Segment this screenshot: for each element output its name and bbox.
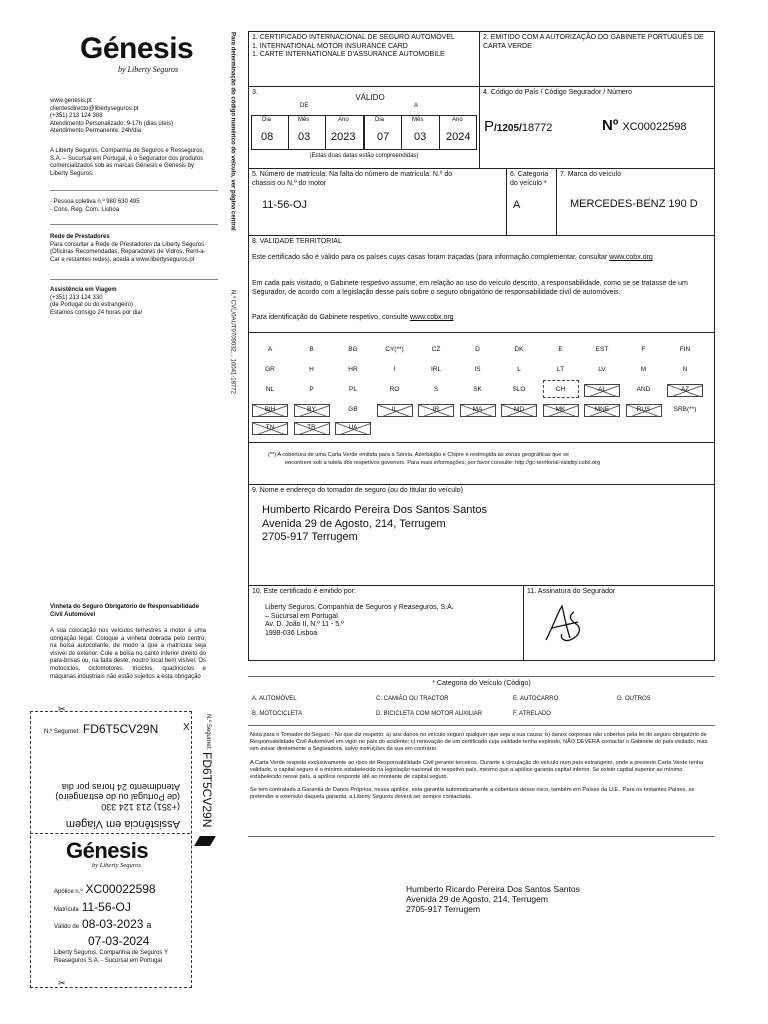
segurnet-row — [44, 722, 158, 737]
network-title: Rede de Prestadores — [50, 234, 110, 240]
holder-city: 2705-917 Terrugem — [262, 531, 358, 543]
country-code: N — [682, 366, 688, 373]
box7-label: 7. Marca do veículo — [560, 171, 622, 178]
signature-image — [540, 602, 585, 647]
issuer-block — [265, 604, 500, 638]
number-label: Nº — [602, 117, 619, 134]
country-code: IS — [474, 366, 481, 373]
country-code: EST — [595, 346, 609, 353]
mailing-name: Humberto Ricardo Pereira Dos Santos Santos — [406, 884, 580, 894]
country-code: CZ — [431, 346, 441, 353]
box4-number — [602, 117, 687, 134]
network-block — [50, 234, 210, 264]
box4-code — [484, 118, 552, 135]
policy-number: XC00022598 — [85, 882, 156, 896]
country-code: M — [640, 366, 647, 373]
country-code: L — [517, 366, 521, 373]
segurnet-label: N.º Segurnet: — [204, 714, 211, 750]
holder-name: Humberto Ricardo Pereira Dos Santos Santos — [262, 504, 487, 516]
box8-footnote — [268, 452, 708, 467]
box1-line: 1. INTERNATIONAL MOTOR INSURANCE CARD — [252, 42, 408, 50]
divider — [506, 168, 507, 235]
divider — [556, 168, 557, 235]
country-code: GB — [348, 406, 358, 413]
plate-label: Matrícula — [54, 907, 79, 913]
divider — [50, 224, 218, 225]
segurnet-number: FD6T5CV29N — [200, 751, 214, 828]
valid-label: Válido de — [54, 924, 80, 930]
country-code: TN — [265, 424, 275, 431]
country-prefix: P — [484, 118, 495, 135]
country-code: UA — [348, 424, 358, 431]
assistance-block — [50, 287, 210, 317]
assistance-line: (de Portugal ou do estrangeiro) — [50, 302, 134, 309]
box11-label: 11. Assinatura do Segurador — [527, 588, 616, 595]
country-code: AZ — [680, 386, 690, 393]
country-code: D — [475, 346, 480, 353]
country-code: PL — [349, 386, 357, 393]
box3-note: (Estas duas datas estão compreendidas) — [309, 153, 419, 159]
category-value: A — [513, 199, 521, 211]
valid-to-month: 03 — [414, 131, 427, 143]
divider — [248, 442, 715, 443]
code-line: N.º CVL/0AUT0709032... 10041-18772 — [229, 290, 236, 394]
category-item: A. AUTOMÓVEL — [252, 696, 297, 702]
date-header: Dia — [262, 117, 272, 123]
note-paragraph: Nota para o Tomador do Seguro - No que diz respeito: a) aos danos no veículo seguro qualquer que seja a sua causa; b) danos corporais não cobertos pela lei do seguro obrigatório de Responsabilidade Civil Automóvel em vigor no país do acidente; c) renovação de um certificado cuja validade tenha expirado, NÃO DEVERÁ contactar o Gabinete do país visitado, mas sim avisar diretamente a Seguradora, salvo instruções da sua em contrário. — [250, 732, 708, 753]
box5-label: 5. Número de matrícula: Na falta do número de matrícula: N.º do chassis ou N.º do motor — [252, 171, 453, 187]
country-code: IL — [391, 406, 398, 413]
country-code: HR — [348, 366, 358, 373]
valid-from: 08-03-2023 — [82, 917, 144, 931]
flipped-title: Assistência em Viagem — [65, 818, 180, 830]
valid-from-day: 08 — [261, 131, 274, 143]
insurer-code: 18772 — [521, 122, 553, 134]
country-code: RO — [389, 386, 400, 393]
divider — [479, 31, 480, 168]
assistance-line: (+351) 213 124 330 — [50, 294, 103, 301]
valid-to: 07-03-2024 — [88, 934, 150, 948]
box3-label: 3. — [252, 89, 258, 96]
mailing-city: 2705-917 Terrugem — [406, 904, 481, 914]
box8-p1 — [252, 254, 707, 263]
contact-line[interactable]: www.genesis.pt — [50, 98, 92, 104]
country-code: SK — [473, 386, 482, 393]
category-item: B. MOTOCICLETA — [252, 711, 303, 717]
country-code: SLO — [512, 386, 526, 393]
country-code: S — [433, 386, 439, 393]
issuer-line: – Sucursal em Portugal — [265, 612, 338, 620]
cobx-link[interactable]: www.cobx.org — [410, 314, 454, 321]
divider — [248, 168, 715, 169]
country-code: I — [393, 366, 396, 373]
box1-line: 1. CERTIFICADO INTERNACIONAL DE SEGURO AUTOMÓVEL — [252, 34, 455, 41]
country-code: NL — [265, 386, 275, 393]
box8-p2: Em cada país visitado, o Gabinete respetivo assume, em relação ao uso do veículo descrito, a responsabilidade, como se se tratasse de um Segurador, de acordo com a legislação desse país sobre o seguro obrigatório de responsabilidade civil de automóveis. — [252, 280, 688, 296]
scissor-icon: ✂ — [58, 704, 66, 714]
contact-line: Atendimento Personalizado: 9-17h (dias úteis) — [50, 120, 174, 127]
country-code: LT — [556, 366, 565, 373]
date-header: Mês — [412, 117, 424, 123]
policy-row — [54, 882, 156, 897]
contact-block — [50, 98, 210, 136]
plate-number: 11-56-OJ — [81, 900, 131, 914]
contact-line[interactable]: clientesdirecto@libertyseguros.pt — [50, 105, 139, 112]
valid-to-day: 07 — [377, 131, 390, 143]
assistance-line: Estamos consigo 24 horas por dia! — [50, 309, 143, 316]
flipped-line: (+351) 213 124 330 — [101, 802, 180, 812]
country-code: MNE — [594, 406, 610, 413]
divider — [248, 86, 715, 87]
country-code: /1205/ — [494, 123, 522, 134]
box8-p1-text: Este certificado são é válido para os países cujas casas foram traçadas (para informação complementar, consultar — [252, 254, 608, 261]
plate-row — [54, 900, 131, 915]
vinheta-text: A sua colocação nos veículos terrestres a motor é uma obrigação legal. Coloque a vinheta dobrada pelo centro, na bolsa autocolante, de modo a que a matrícula seja visível do exterior. Cole a bolsa no canto inferior direito do para-brisas ou, na falta deste, noutro local bem visível. Os motociclos, ciclomotores, triciclos, quadriciclos e máquinas industriais não estão sujeitos a esta obrigação — [50, 628, 206, 680]
contact-line: Atendimento Permanente: 24h/dia — [50, 128, 142, 135]
country-code: B — [309, 346, 314, 353]
category-item: C. CAMIÃO OU TRACTOR — [376, 696, 449, 702]
country-code: F — [641, 346, 646, 353]
country-code: A — [267, 346, 273, 353]
footnote-line: encontrem sob a tutela dos respetivos governos. Para mais informações, por favor consulte: http://gc-territorial-validity.cobx.org — [285, 459, 601, 466]
valid-from-month: 03 — [298, 131, 311, 143]
legal-line: - Cons. Reg. Com. Lisboa — [50, 206, 120, 213]
country-code: BY — [307, 406, 316, 413]
box6-label: 6. Categoria do veículo * — [510, 171, 549, 187]
mailing-street: Avenida 29 de Agosto, 214, Terrugem — [406, 894, 548, 904]
category-item: D. BICICLETA COM MOTOR AUXILIAR — [376, 711, 483, 717]
issuer-line: Av. D. João II, N.º 11 - 5.º — [265, 621, 344, 628]
divider — [248, 235, 715, 236]
issuer-line: 1998-036 Lisboa — [265, 629, 318, 637]
brand-tagline: by Liberty Seguros — [118, 65, 179, 74]
policy-label: Apólice n.º — [54, 889, 83, 895]
divider — [50, 279, 218, 280]
cobx-link[interactable]: www.cobx.org — [609, 254, 653, 261]
box3-from: DE — [300, 103, 309, 109]
country-code: GR — [265, 366, 275, 373]
box8-p3-text: Para identificação do Gabinete respetivo, consulte — [252, 314, 409, 321]
sticker-logo: Génesis — [66, 838, 149, 863]
country-code: AND — [636, 386, 651, 393]
country-code: BG — [348, 346, 358, 353]
date-header: Mês — [298, 117, 310, 123]
box1-line: 1. CARTE INTERNATIONALE D'ASSURANCE AUTOMOBILE — [252, 51, 445, 58]
divider — [325, 115, 326, 150]
country-code: E — [558, 346, 563, 353]
divider — [248, 676, 715, 677]
legal-line: - Pessoa coletiva n.º 980 630 495 — [50, 199, 140, 205]
legal-block — [50, 199, 140, 214]
flipped-line: (de Portugal ou do estrangeiro) — [55, 792, 180, 802]
vinheta-title: Vinheta do Seguro Obrigatório de Responsabilidade Civil Automóvel — [50, 604, 199, 618]
sticker-tagline: by Liberty Seguros — [92, 862, 141, 869]
scissor-icon: ✂ — [58, 978, 66, 988]
divider — [248, 332, 715, 333]
box10-label: 10. Este certificado é emitido por: — [252, 588, 356, 595]
company-text: A Liberty Seguros, Companhia de Seguros e Resseguros, S.A. – Sucursal em Portugal, é o Segurador dos produtos comercializados sob as marcas Génesis e Génesis by Liberty Seguros. — [50, 148, 205, 177]
segurnet-vertical — [200, 714, 214, 827]
country-code: CH — [555, 386, 566, 393]
country-code: TR — [307, 424, 316, 431]
divider — [401, 115, 402, 150]
country-code: MA — [472, 406, 483, 413]
country-code: IRL — [430, 366, 442, 373]
country-code: LV — [598, 366, 606, 373]
box4-label: 4. Código do País / Código Segurador / Número — [483, 89, 633, 96]
box8-p3 — [252, 314, 707, 323]
footnote-line: (**) A cobertura de uma Carta Verde emitida para a Sérvia, Azerbaijão e Chipre é restringida às zonas geográficas que se — [268, 452, 569, 458]
country-code: RUS — [636, 406, 651, 413]
note-paragraph: Se tem contratada a Garantia de Danos Próprios, nessa apólice, esta garantia automaticamente a cobertura desse risco, também em Países da U.E.. Para os restantes Países, se pretender a extensão daquela garantia, a Liberty Seguros deverá ser sempre contactada. — [250, 787, 695, 801]
box2-text: 2. EMITIDO COM A AUTORIZAÇÃO DO GABINETE PORTUGUÊS DE CARTA VERDE — [483, 34, 704, 50]
notes-block — [250, 732, 712, 802]
note-paragraph: A Carta Verde respeita exclusivamente ao risco de Responsabilidade Civil perante terceiros. Durante a circulação do veículo num país estrangeiro, onde a presente Carta Verde tenha validade, o capital seguro é o mínimo estabelecido na legislação nacional do respetivo país, mesmo que a apólice garanta capital inferior. Se existir capital superior ao mínimo estabelecido nesse país, a apólice responde até ao montante de capital seguro. — [250, 759, 704, 781]
divider — [248, 484, 715, 485]
valid-to-year: 2024 — [446, 131, 471, 143]
country-code: IR — [432, 406, 440, 413]
divider — [523, 585, 524, 661]
country-code: P — [309, 386, 314, 393]
brand-logo: Génesis — [80, 32, 194, 65]
date-header: Ano — [338, 117, 349, 123]
country-code: FIN — [679, 346, 691, 353]
valid-row — [54, 917, 151, 932]
category-item: F. ATRELADO — [513, 711, 551, 717]
flipped-line: Atendimento 24 horas por dia — [61, 782, 180, 792]
country-code: CY(**) — [385, 346, 404, 353]
valid-from-year: 2023 — [331, 131, 356, 143]
holder-street: Avenida 29 de Agosto, 214, Terrugem — [262, 517, 446, 530]
divider — [439, 115, 440, 150]
valid-separator: a — [146, 920, 152, 930]
holder-address — [262, 504, 487, 545]
category-item: E. AUTOCARRO — [513, 696, 559, 702]
divider — [248, 585, 715, 586]
divider — [248, 725, 715, 726]
close-icon[interactable]: X — [183, 722, 190, 733]
sticker-fold — [30, 833, 190, 834]
box9-label: 9. Nome e endereço do tomador de seguro (ou do titular do veículo) — [252, 487, 463, 494]
flag-icon — [194, 836, 216, 846]
box8-title: 8. VALIDADE TERRITORIAL — [252, 238, 342, 245]
box3-valid: VÁLIDO — [355, 93, 385, 102]
issuer-line: Liberty Seguros, Companhia de Seguros y Reaseguros, S.A. — [265, 604, 454, 611]
date-header: Ano — [452, 117, 463, 123]
categories-title: * Categoria do Veículo (Código) — [432, 680, 531, 687]
country-code: MK — [555, 406, 566, 413]
plate-value: 11-56-OJ — [262, 199, 308, 211]
segurnet-number: FD6T5CV29N — [82, 722, 159, 736]
divider — [363, 115, 365, 150]
box1 — [252, 34, 474, 60]
contact-line: (+351) 213 124 388 — [50, 113, 103, 120]
country-code: MD — [513, 406, 525, 413]
date-header: Dia — [375, 117, 385, 123]
mailing-address — [406, 884, 580, 914]
divider — [288, 115, 289, 150]
brand-value: MERCEDES-BENZ 190 D — [570, 198, 698, 210]
country-code: AL — [598, 386, 606, 393]
certificate-number: XC00022598 — [622, 121, 687, 133]
network-text: Para consultar a Rede de Prestadores da Liberty Seguros (Oficinas Recomendadas, Reparadores de Vidros, Rent-a-Car e restantes redes), aceda a www.libertyseguros.pt — [50, 241, 206, 263]
box3-to: A — [414, 103, 419, 109]
divider — [50, 190, 218, 191]
country-code: BIH — [264, 406, 276, 413]
sticker-flipped — [40, 755, 180, 830]
country-code: H — [309, 366, 314, 373]
category-item: G. OUTROS — [617, 696, 651, 702]
segurnet-label: N.º Segurnet: — [44, 729, 80, 735]
assistance-title: Assistência em Viagem — [50, 287, 117, 293]
country-code: DK — [514, 346, 524, 353]
sticker-footer: Liberty Seguros, Companhia de Seguros Y Reaseguros S.A. - Sucursal em Portugal — [54, 950, 168, 964]
country-code: SRB(**) — [673, 406, 697, 413]
fold-note: Para determinação do código numérico do veículo, ver página central — [229, 32, 236, 231]
divider — [248, 836, 715, 837]
